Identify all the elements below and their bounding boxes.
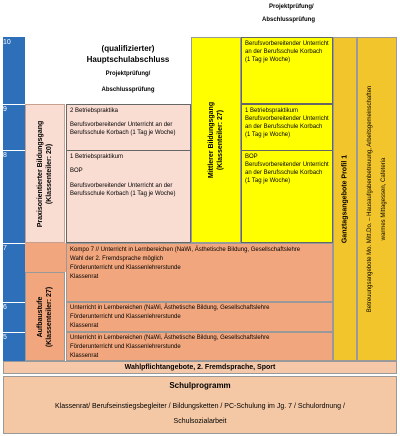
mittlerer-g10: Berufsvorbereitender Unterricht an der Berufsschule Korbach (1 Tag je Woche) <box>241 37 333 104</box>
praxis-label-line1: Praxisorientierter Bildungsgang <box>37 120 44 227</box>
mittlerer-g9 <box>241 104 333 151</box>
aufbau-g6 <box>66 302 333 332</box>
praxis-g10-line4: Abschlussprüfung <box>101 87 155 93</box>
aufbau-g6-line1: Unterricht in Lernbereichen (NaWi, Ästhetische Bildung, Gesellschaftslehre <box>70 305 270 311</box>
grade-9: 9 <box>3 106 7 113</box>
aufbau-g7-line4: Klassenrat <box>70 274 99 280</box>
praxis-g10-line2: Hauptschulabschluss <box>86 55 170 64</box>
aufbau-g7 <box>66 243 333 302</box>
mittlerer-label-line2: (Klassenteiler: 27) <box>217 109 224 171</box>
top-note-line1: Projektprüfung/ <box>269 4 314 10</box>
mittlerer-label <box>191 37 241 243</box>
top-note-line2: Abschlussprüfung <box>262 17 316 23</box>
aufbau-g5 <box>66 332 333 361</box>
grade-7: 7 <box>3 245 7 252</box>
mittlerer-label-line1: Mittlerer Bildungsgang <box>208 101 215 179</box>
praxis-g10-line3: Projektprüfung/ <box>105 71 151 77</box>
aufbau-g7-line1: Kompo 7 // Unterricht in Lernbereichen (NaWi, Ästhetische Bildung, Gesellschaftslehre <box>70 247 301 253</box>
schulprogramm-box <box>3 376 397 434</box>
praxis-g10-line1: (qualifizierter) <box>101 44 155 53</box>
aufbau-g6-line2: Förderunterricht und Klassenlehrerstunde <box>70 314 181 320</box>
schulprogramm-title: Schulprogramm <box>169 381 231 390</box>
mittlerer-g9-line2: Berufsvorbereitender Unterricht an der Berufsschule Korbach (1 Tag je Woche) <box>245 116 329 138</box>
aufbau-g5-line1: Unterricht in Lernbereichen (NaWi, Ästhetische Bildung, Gesellschaftslehre <box>70 335 270 341</box>
praxis-g8-line3: Berufsvorbereitender Unterricht an der Berufsschule Korbach (1 Tag je Woche) <box>70 183 176 197</box>
aufbau-label <box>25 272 65 361</box>
mittlerer-g8-line1: BOP <box>245 154 258 160</box>
wahlpflicht-bar: Wahlpflichtangebote, 2. Fremdsprache, Sport <box>3 361 397 374</box>
aufbau-g6-line3: Klassenrat <box>70 323 99 329</box>
praxis-g9-line1: 2 Betriebspraktika <box>70 108 119 114</box>
ganztag-detail-line2: warmes Mittagessen, Cafeteria <box>381 157 387 241</box>
mittlerer-g8 <box>241 150 333 243</box>
grade-divider <box>3 332 25 333</box>
schulprogramm-line2: Schulsozialarbeit <box>173 418 227 425</box>
grade-10: 10 <box>3 39 11 46</box>
grade-6: 6 <box>3 304 7 311</box>
praxis-label-line2: (Klassenteiler: 20) <box>46 143 53 204</box>
aufbau-g5-line2: Förderunterricht und Klassenlehrerstunde <box>70 344 181 350</box>
grade-divider <box>3 104 25 105</box>
praxis-g8-line1: 1 Betriebspraktikum <box>70 154 124 160</box>
grade-divider <box>3 302 25 303</box>
praxis-g10 <box>66 37 190 104</box>
mittlerer-g9-line1: 1 Betriebspraktikum <box>245 108 299 114</box>
ganztag-label <box>333 37 357 361</box>
praxis-g8-line2: BOP <box>70 168 83 174</box>
ganztag-detail-line1: Betreuungsangebote Mo. Mitt.Do. – Hausaufgabenbetreuung, Arbeitsgemeinschaften <box>367 85 373 313</box>
ganztag-label-text: Ganztagsangebote Profil 1 <box>341 154 349 244</box>
aufbau-label-line1: Aufbaustufe <box>37 296 44 337</box>
grade-8: 8 <box>3 152 7 159</box>
grade-divider <box>3 150 25 151</box>
grade-column <box>3 37 25 363</box>
praxis-label <box>25 104 65 243</box>
praxis-g9 <box>66 104 191 151</box>
aufbau-g7-line3: Förderunterricht und Klassenlehrerstunde <box>70 265 181 271</box>
grade-5: 5 <box>3 334 7 341</box>
aufbau-g7-line2: Wahl der 2. Fremdsprache möglich <box>70 256 164 262</box>
ganztag-detail <box>357 37 397 361</box>
aufbau-label-line2: (Klassenteiler: 27) <box>46 286 53 347</box>
mittlerer-g8-line2: Berufsvorbereitender Unterricht an der Berufsschule Korbach (1 Tag je Woche) <box>245 162 329 184</box>
praxis-g9-line2: Berufsvorbereitender Unterricht an der Berufsschule Korbach (1 Tag je Woche) <box>70 122 176 136</box>
praxis-g8 <box>66 150 191 243</box>
aufbau-g5-line3: Klassenrat <box>70 353 99 359</box>
aufbau-g7-left-fill <box>25 243 66 272</box>
schulprogramm-line1: Klassenrat/ Berufseinstiegsbegleiter / Bildungsketten / PC-Schulung im Jg. 7 / Schulordnung / <box>55 403 345 410</box>
grade-divider <box>3 243 25 244</box>
